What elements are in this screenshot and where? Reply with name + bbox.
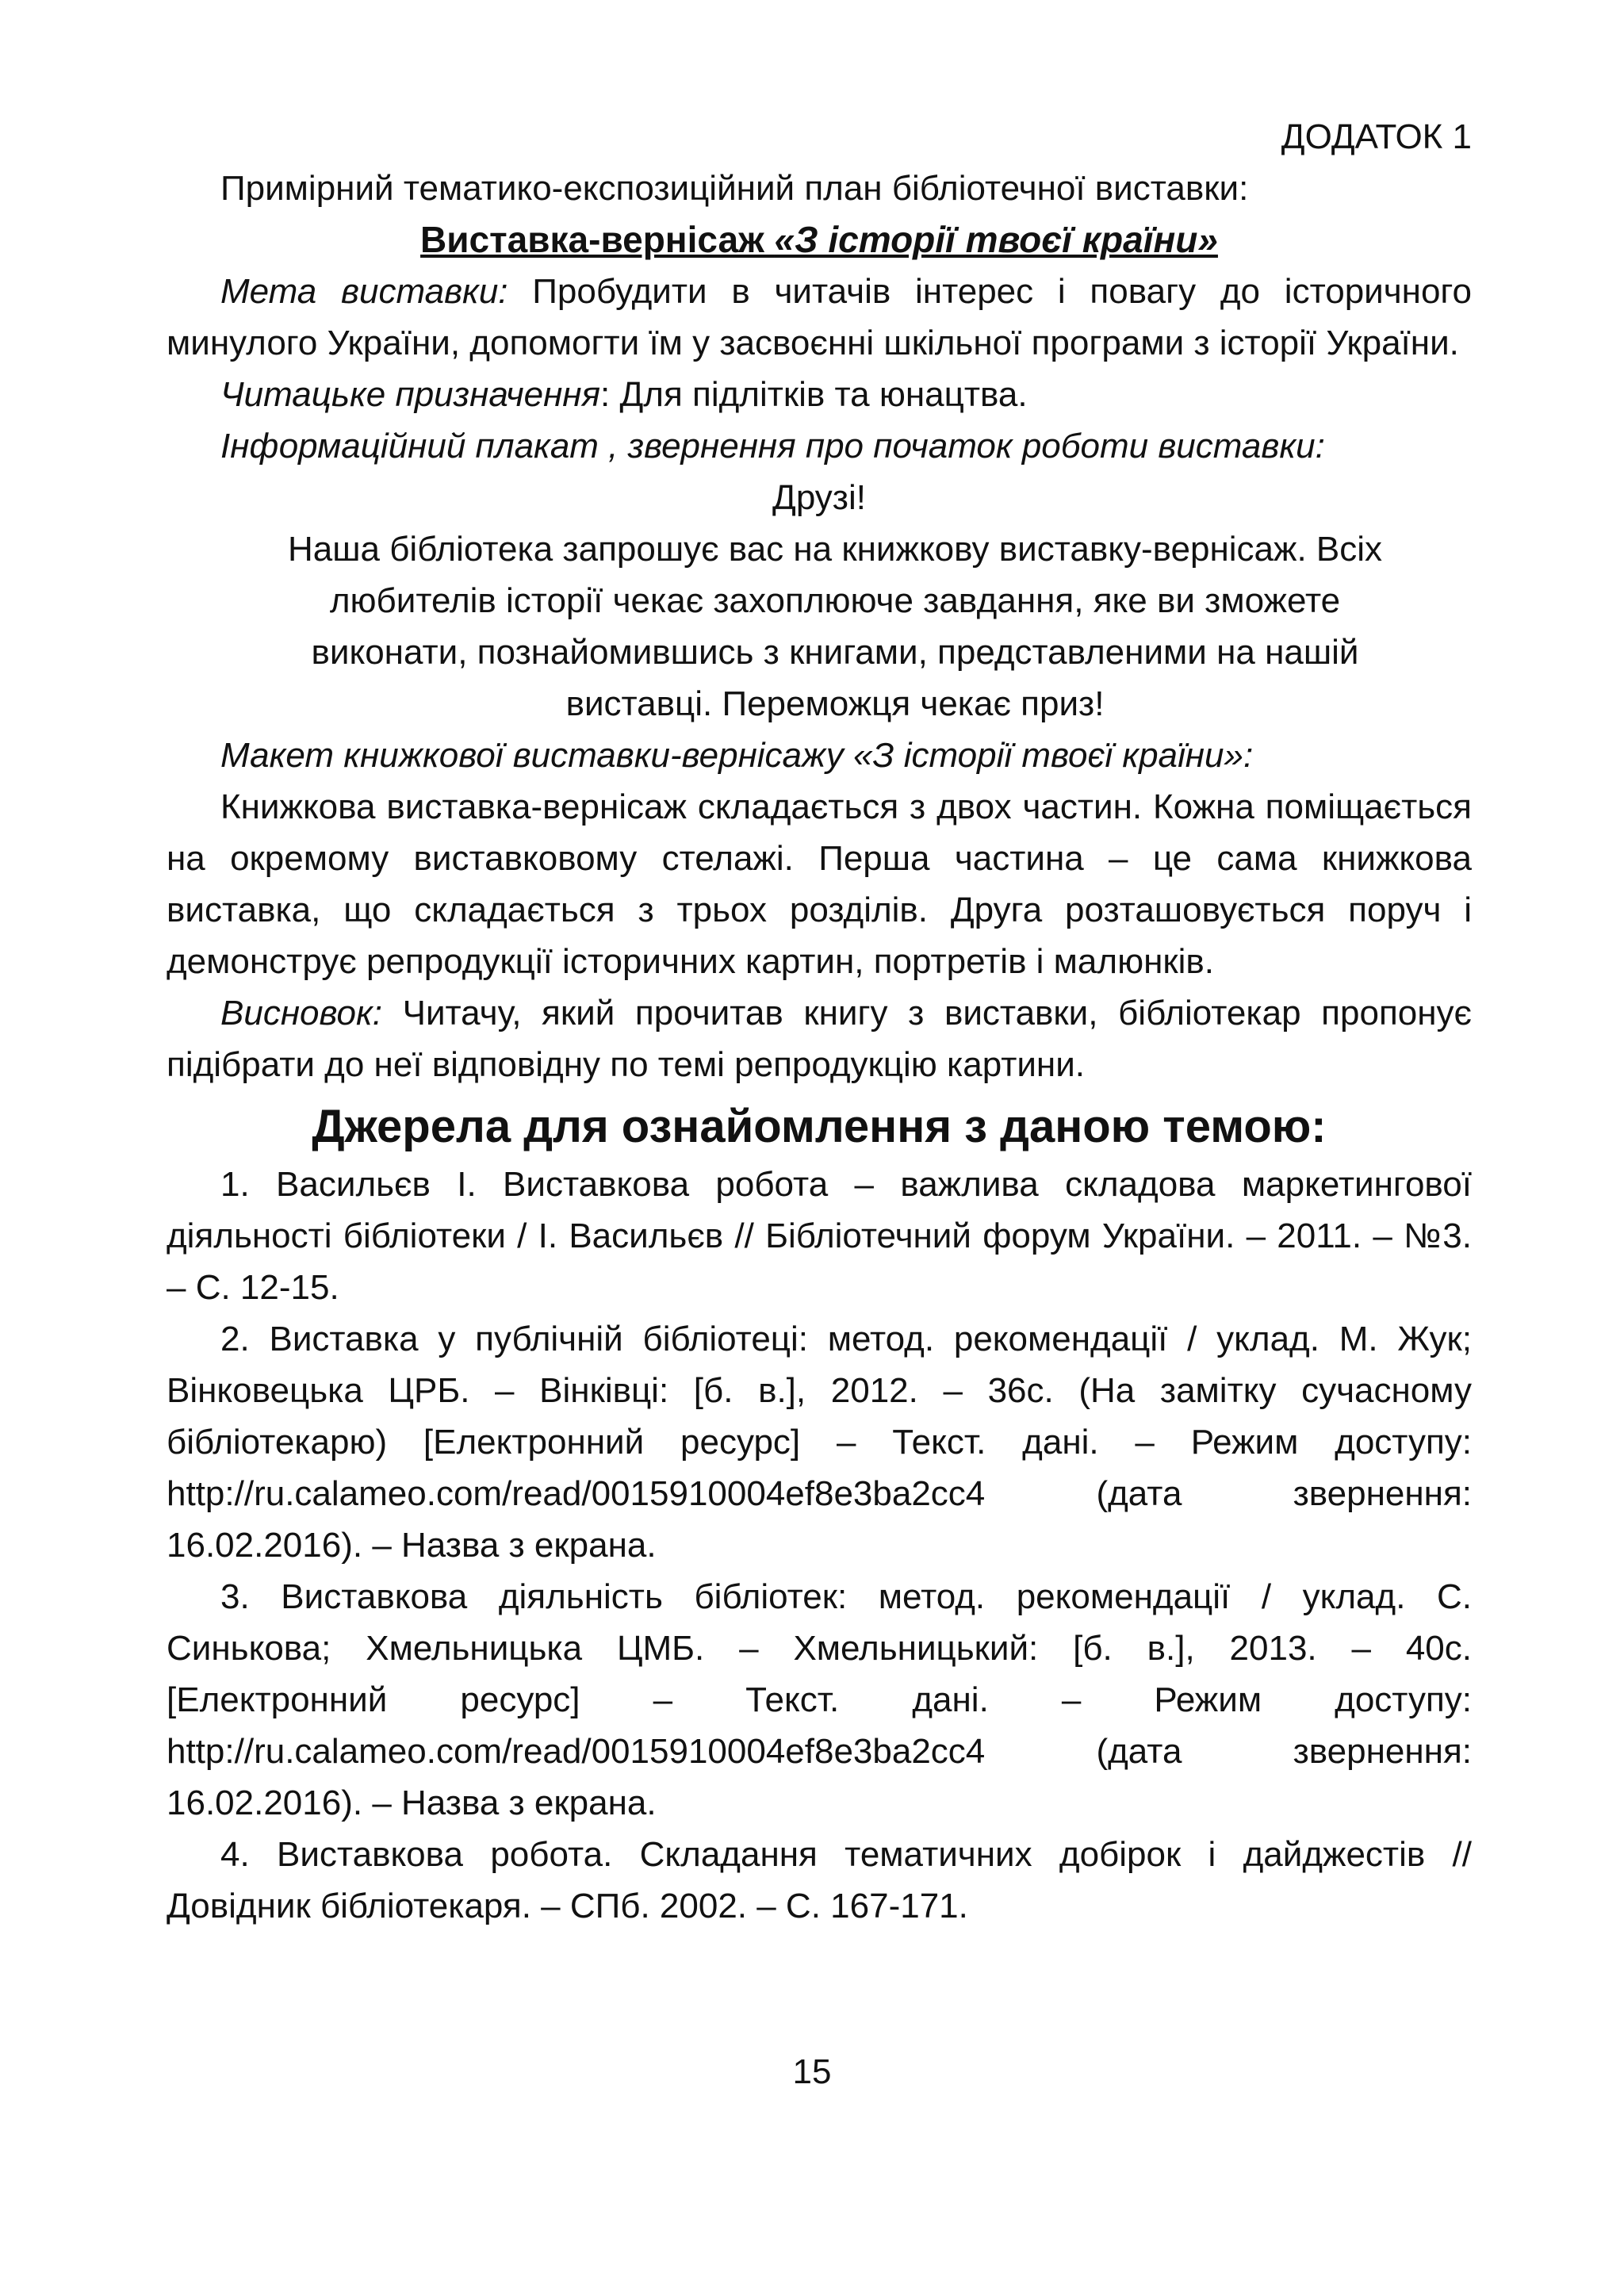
intro-line: Примірний тематико-експозиційний план бібліотечної виставки: (220, 169, 1249, 208)
page-content (167, 111, 1472, 1932)
reference-item: 4. Виставкова робота. Складання тематичних добірок і дайджестів // Довідник бібліотекаря. – СПб. 2002. – С. 167-171. (167, 1835, 1472, 1925)
goal-label: Мета виставки: (220, 272, 508, 311)
reference-item: 3. Виставкова діяльність бібліотек: метод. рекомендації / уклад. С. Синькова; Хмельницька ЦМБ. – Хмельницький: [б. в.], 2013. – 40с. [Електронний ресурс] – Текст. дані. – Режим доступу: http://ru.calameo.com/read/0015910004ef8e3ba2cc4 (дата звернення: 16.02.2016). – Назва з екрана. (167, 1577, 1472, 1822)
appendix-label: ДОДАТОК 1 (1281, 117, 1472, 156)
conclusion-text: Читачу, який прочитав книгу з виставки, бібліотекар пропонує підібрати до неї відповідну по темі репродукцію картини. (167, 994, 1472, 1084)
audience-text: : Для підлітків та юнацтва. (600, 375, 1028, 414)
goal-paragraph (167, 266, 1472, 369)
goal-text: Пробудити в читачів інтерес і повагу до історичного минулого України, допомогти їм у засвоєнні шкільної програми з історії України. (167, 272, 1472, 362)
title-italic: «З історії твоєї країни» (774, 219, 1218, 260)
layout-label: Макет книжкової виставки-вернісажу «З історії твоєї країни»: (220, 736, 1254, 775)
references-list (167, 1159, 1472, 1932)
poster-line: виконати, познайомившись з книгами, представленими на нашій (311, 633, 1359, 672)
exhibition-title (167, 214, 1472, 266)
poster-label: Інформаційний плакат , звернення про початок роботи виставки: (220, 427, 1325, 466)
conclusion-paragraph (167, 987, 1472, 1090)
layout-paragraph: Книжкова виставка-вернісаж складається з двох частин. Кожна поміщається на окремому виставковому стелажі. Перша частина – це сама книжкова виставка, що складається з трьох розділів. Друга розташовується поруч і демонструє репродукції історичних картин, портретів і малюнків. (167, 787, 1472, 981)
audience-label: Читацьке призначення (220, 375, 601, 414)
title-normal: Виставка-вернісаж (420, 219, 775, 260)
page-number: 15 (792, 2052, 832, 2091)
sources-heading: Джерела для ознайомлення з даною темою: (312, 1101, 1327, 1152)
poster-line: виставці. Переможця чекає приз! (565, 684, 1105, 723)
conclusion-label: Висновок: (220, 994, 382, 1033)
poster-line: Наша бібліотека запрошує вас на книжкову виставку-вернісаж. Всіх (287, 530, 1383, 569)
audience-paragraph (167, 369, 1472, 420)
poster-text (167, 523, 1472, 730)
poster-greeting: Друзі! (772, 478, 866, 517)
reference-item: 1. Васильєв І. Виставкова робота – важлива складова маркетингової діяльності бібліотеки / І. Васильєв // Бібліотечний форум України. – 2011. – №3. – С. 12-15. (167, 1165, 1472, 1307)
reference-item: 2. Виставка у публічній бібліотеці: метод. рекомендації / уклад. М. Жук; Вінковецька ЦРБ. – Вінківці: [б. в.], 2012. – 36с. (На замітку сучасному бібліотекарю) [Електронний ресурс] – Текст. дані. – Режим доступу: http://ru.calameo.com/read/0015910004ef8e3ba2cc4 (дата звернення: 16.02.2016). – Назва з екрана. (167, 1320, 1472, 1565)
poster-line: любителів історії чекає захоплююче завдання, яке ви зможете (329, 581, 1341, 620)
